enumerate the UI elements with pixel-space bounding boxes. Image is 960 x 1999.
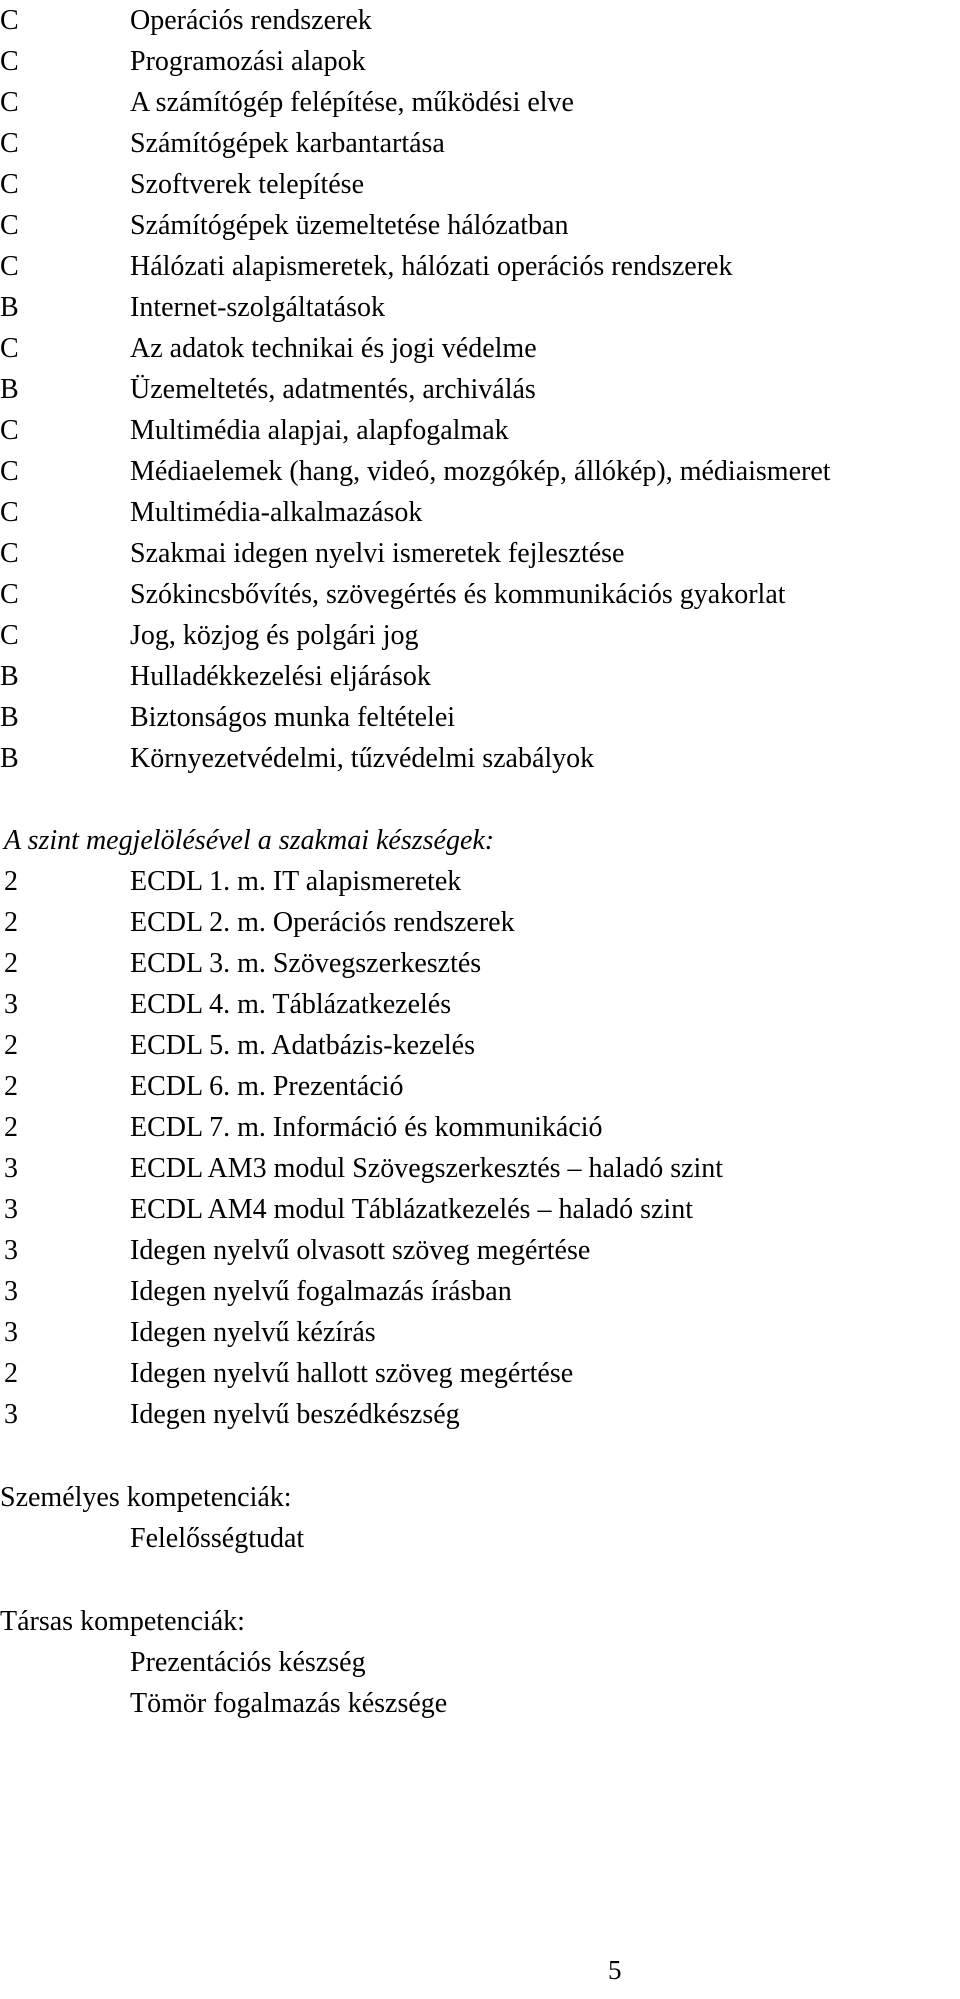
skill-level: 3 [4, 1276, 18, 1307]
page-number: 5 [608, 1955, 622, 1985]
topic-label: A számítógép felépítése, működési elve [130, 87, 574, 118]
topic-code: C [0, 46, 19, 77]
skill-level: 3 [4, 1317, 18, 1348]
topic-code: C [0, 579, 19, 610]
skill-label: Idegen nyelvű fogalmazás írásban [130, 1276, 512, 1307]
topic-label: Szakmai idegen nyelvi ismeretek fejlesztése [130, 538, 625, 569]
skill-level: 2 [4, 1071, 18, 1102]
topic-code: C [0, 497, 19, 528]
skill-label: ECDL AM3 modul Szövegszerkesztés – haladó szint [130, 1153, 724, 1184]
topic-label: Hulladékkezelési eljárások [130, 661, 431, 692]
topic-label: Az adatok technikai és jogi védelme [130, 333, 537, 364]
topic-label: Számítógépek karbantartása [130, 128, 445, 159]
topic-label: Operációs rendszerek [130, 5, 372, 36]
topic-code: B [0, 292, 19, 323]
skill-level: 2 [4, 948, 18, 979]
skill-label: Idegen nyelvű kézírás [130, 1317, 376, 1348]
skill-label: Idegen nyelvű hallott szöveg megértése [130, 1358, 574, 1389]
skill-level: 2 [4, 1112, 18, 1143]
topic-code: C [0, 169, 19, 200]
skills-heading: A szint megjelölésével a szakmai készségek: [4, 825, 495, 856]
topic-code: C [0, 333, 19, 364]
topic-label: Szoftverek telepítése [130, 169, 365, 200]
topic-code: C [0, 415, 19, 446]
topic-code: B [0, 374, 19, 405]
topic-label: Multimédia alapjai, alapfogalmak [130, 415, 509, 446]
topic-code: C [0, 538, 19, 569]
topic-label: Biztonságos munka feltételei [130, 702, 456, 733]
personal-competency-item: Felelősségtudat [130, 1523, 305, 1554]
skill-label: ECDL 5. m. Adatbázis-kezelés [130, 1030, 475, 1061]
skill-level: 3 [4, 1153, 18, 1184]
topic-label: Hálózati alapismeretek, hálózati operációs rendszerek [130, 251, 733, 282]
topic-code: C [0, 87, 19, 118]
skill-level: 3 [4, 1399, 18, 1430]
skill-level: 2 [4, 866, 18, 897]
topic-label: Programozási alapok [130, 46, 366, 77]
topic-label: Üzemeltetés, adatmentés, archiválás [130, 374, 536, 405]
topic-label: Szókincsbővítés, szövegértés és kommunikációs gyakorlat [130, 579, 786, 610]
skill-level: 2 [4, 907, 18, 938]
skill-level: 3 [4, 989, 18, 1020]
topic-label: Internet-szolgáltatások [130, 292, 386, 323]
skill-label: ECDL 3. m. Szövegszerkesztés [130, 948, 482, 979]
skill-label: Idegen nyelvű olvasott szöveg megértése [130, 1235, 591, 1266]
topic-label: Multimédia-alkalmazások [130, 497, 423, 528]
skill-level: 3 [4, 1235, 18, 1266]
skill-level: 2 [4, 1358, 18, 1389]
topic-code: B [0, 702, 19, 733]
social-competency-item: Prezentációs készség [130, 1647, 366, 1678]
topic-code: C [0, 251, 19, 282]
skill-label: ECDL 4. m. Táblázatkezelés [130, 989, 452, 1020]
topic-code: C [0, 620, 19, 651]
topic-label: Jog, közjog és polgári jog [130, 620, 419, 651]
skill-label: ECDL 2. m. Operációs rendszerek [130, 907, 515, 938]
topic-code: B [0, 661, 19, 692]
topic-label: Számítógépek üzemeltetése hálózatban [130, 210, 569, 241]
skill-label: Idegen nyelvű beszédkészség [130, 1399, 460, 1430]
topic-code: C [0, 5, 19, 36]
skill-label: ECDL 1. m. IT alapismeretek [130, 866, 462, 897]
skill-label: ECDL 6. m. Prezentáció [130, 1071, 404, 1102]
social-competency-item: Tömör fogalmazás készsége [130, 1688, 448, 1719]
skill-label: ECDL AM4 modul Táblázatkezelés – haladó szint [130, 1194, 693, 1225]
topic-label: Médiaelemek (hang, videó, mozgókép, állókép), médiaismeret [130, 456, 831, 487]
social-competencies-heading: Társas kompetenciák: [0, 1606, 245, 1637]
topic-code: C [0, 210, 19, 241]
skill-level: 3 [4, 1194, 18, 1225]
skill-level: 2 [4, 1030, 18, 1061]
topic-code: C [0, 128, 19, 159]
skill-label: ECDL 7. m. Információ és kommunikáció [130, 1112, 603, 1143]
topic-code: C [0, 456, 19, 487]
personal-competencies-heading: Személyes kompetenciák: [0, 1482, 292, 1513]
topic-label: Környezetvédelmi, tűzvédelmi szabályok [130, 743, 595, 774]
topic-code: B [0, 743, 19, 774]
